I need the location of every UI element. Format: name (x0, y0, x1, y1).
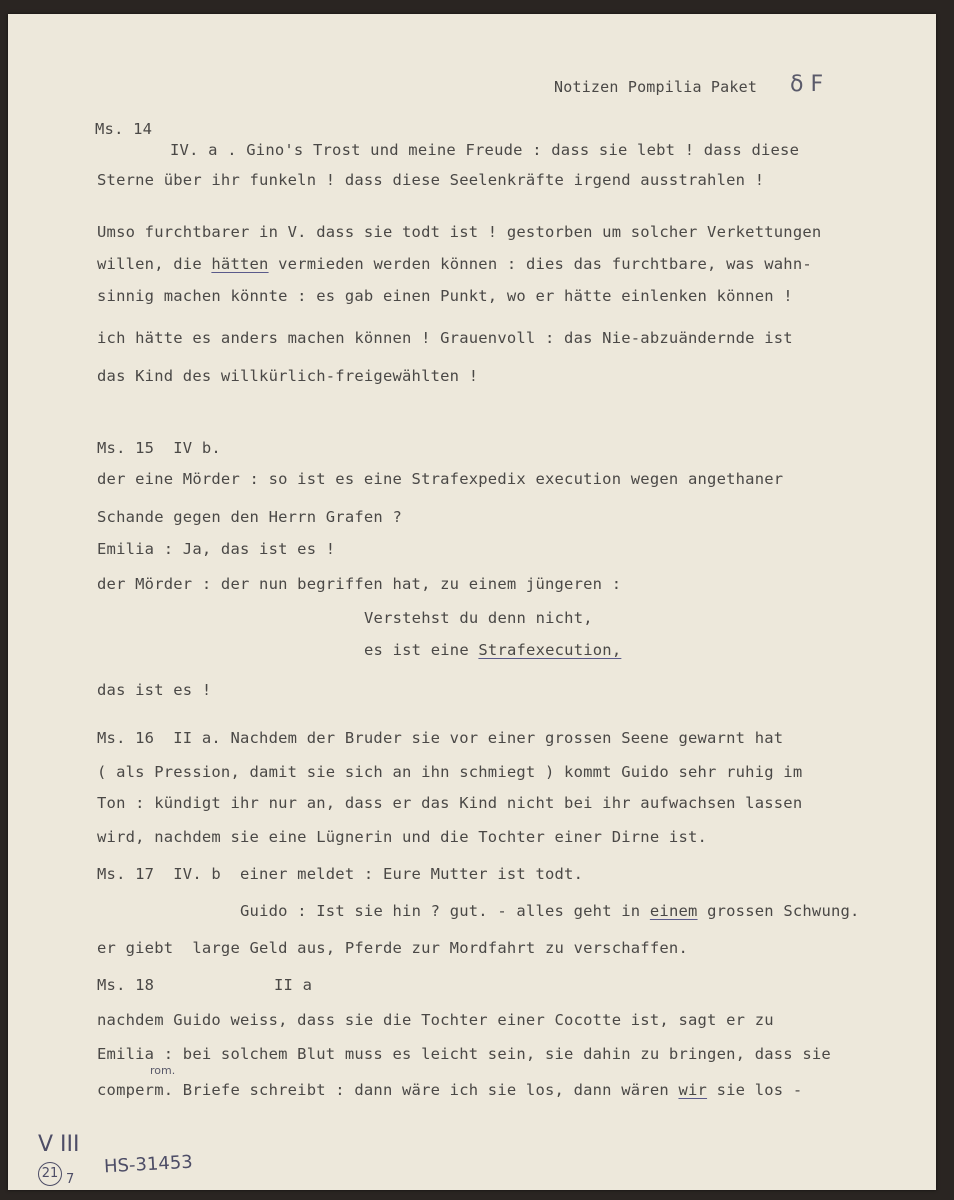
text-line (97, 1081, 802, 1099)
text-line: das ist es ! (97, 681, 212, 699)
text-line: der Mörder : der nun begriffen hat, zu einem jüngeren : (97, 575, 622, 593)
text-line: Ton : kündigt ihr nur an, dass er das Kind nicht bei ihr aufwachsen lassen (97, 794, 803, 812)
underlined-word: einem (649, 902, 698, 920)
text-segment: willen, die (97, 255, 212, 273)
text-line: Ms. 15 IV b. (97, 439, 221, 457)
text-line (240, 902, 860, 920)
text-line (364, 641, 621, 659)
shelfmark: HS-31453 (103, 1151, 194, 1178)
text-line: der eine Mörder : so ist es eine Strafexpedix execution wegen angethaner (97, 470, 784, 488)
text-line (97, 255, 812, 273)
circled-number-mark: 21 (38, 1162, 62, 1186)
header-hand-mark: δ F (790, 72, 824, 97)
text-line: sinnig machen könnte : es gab einen Punkt, wo er hätte einlenken können ! (97, 287, 793, 305)
underlined-word: wir (678, 1081, 708, 1099)
document-page (8, 14, 936, 1190)
text-line: II a (274, 976, 313, 994)
roman-numeral-mark: V III (38, 1132, 80, 1157)
handwritten-insertion: rom. (150, 1064, 176, 1077)
text-line: das Kind des willkürlich-freigewählten ! (97, 367, 479, 385)
text-line: Emilia : bei solchem Blut muss es leicht sein, sie dahin zu bringen, dass sie (97, 1045, 831, 1063)
text-segment: vermieden werden können : dies das furchtbare, was wahn- (268, 255, 812, 273)
underlined-word: Strafexecution, (478, 641, 622, 659)
text-segment: comperm. Briefe schreibt : dann wäre ich sie los, dann wären (97, 1081, 679, 1099)
subscript-mark: 7 (66, 1172, 75, 1187)
text-segment: grossen Schwung. (697, 902, 860, 920)
text-line: wird, nachdem sie eine Lügnerin und die Tochter einer Dirne ist. (97, 828, 708, 846)
text-line: Schande gegen den Herrn Grafen ? (97, 508, 403, 526)
text-line: Ms. 16 II a. Nachdem der Bruder sie vor einer grossen Seene gewarnt hat (97, 729, 784, 747)
text-line: ich hätte es anders machen können ! Grauenvoll : das Nie-abzuändernde ist (97, 329, 793, 347)
text-line: Verstehst du denn nicht, (364, 609, 593, 627)
text-line: Sterne über ihr funkeln ! dass diese Seelenkräfte irgend ausstrahlen ! (97, 171, 765, 189)
text-line: Ms. 14 (95, 120, 153, 138)
text-segment: es ist eine (364, 641, 479, 659)
text-line: Ms. 18 (97, 976, 155, 994)
underlined-word: hätten (211, 255, 269, 273)
text-line: IV. a . Gino's Trost und meine Freude : dass sie lebt ! dass diese (170, 141, 800, 159)
text-segment: Guido : Ist sie hin ? gut. - alles geht in (240, 902, 650, 920)
text-line: Emilia : Ja, das ist es ! (97, 540, 336, 558)
text-line: nachdem Guido weiss, dass sie die Tochter einer Cocotte ist, sagt er zu (97, 1011, 774, 1029)
text-line: Umso furchtbarer in V. dass sie todt ist ! gestorben um solcher Verkettungen (97, 223, 822, 241)
text-segment: sie los - (707, 1081, 803, 1099)
text-line: ( als Pression, damit sie sich an ihn schmiegt ) kommt Guido sehr ruhig im (97, 763, 803, 781)
text-line: er giebt large Geld aus, Pferde zur Mordfahrt zu verschaffen. (97, 939, 688, 957)
text-line: Ms. 17 IV. b einer meldet : Eure Mutter ist todt. (97, 865, 584, 883)
header-title: Notizen Pompilia Paket (554, 78, 758, 96)
